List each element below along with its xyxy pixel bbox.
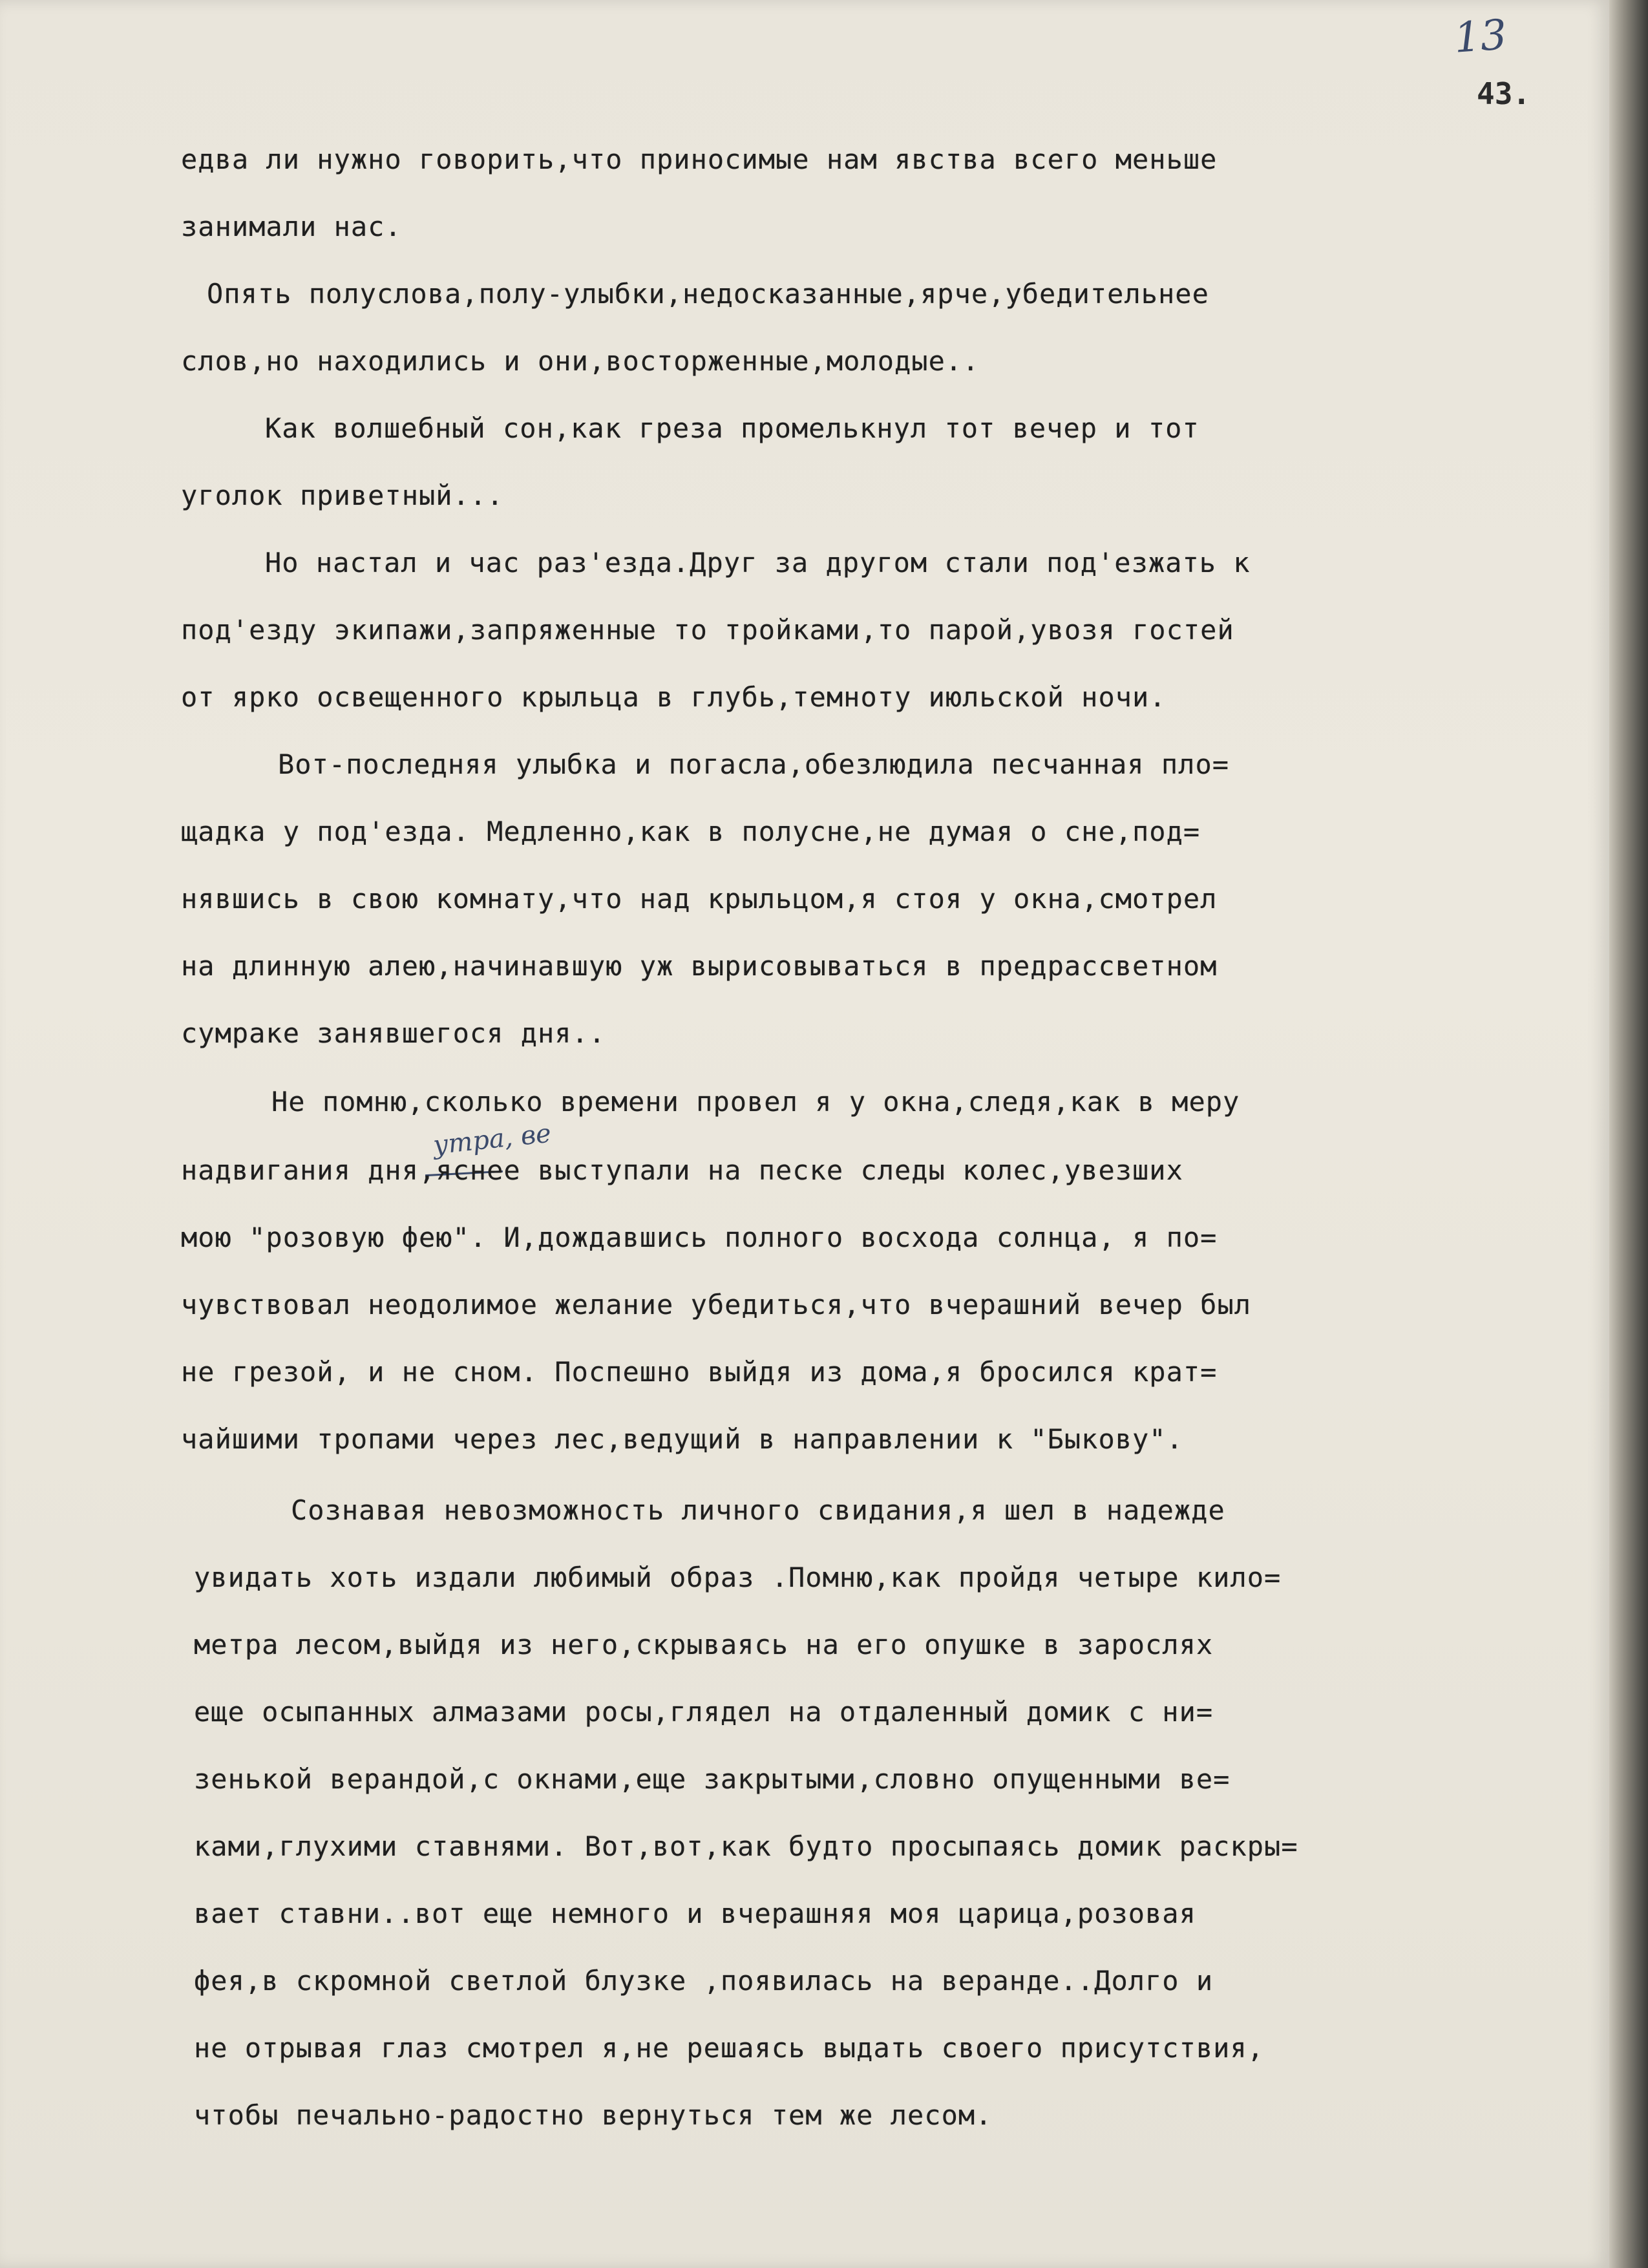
text-line: чувствовал неодолимое желание убедиться,что вчерашний вечер был [181, 1289, 1252, 1320]
page-edge-shadow [1609, 0, 1648, 2268]
text-line: еще осыпанных алмазами росы,глядел на отдаленный домик с ни= [194, 1696, 1214, 1728]
text-line: нявшись в свою комнату,что над крыльцом,я стоя у окна,смотрел [181, 883, 1218, 915]
text-line: ками,глухими ставнями. Вот,вот,как будто просыпаясь домик раскры= [194, 1830, 1298, 1862]
text-line: Не помню,сколько времени провел я у окна,следя,как в меру [271, 1086, 1240, 1118]
text-line: Но настал и час раз'езда.Друг за другом стали под'езжать к [265, 547, 1251, 578]
text-line: Опять полуслова,полу-улыбки,недосказанные,ярче,убедительнее [207, 278, 1209, 310]
text-line: уголок приветный... [181, 480, 504, 511]
text-line: Вот-последняя улыбка и погасла,обезлюдила песчанная пло= [278, 748, 1230, 780]
text-line: Как волшебный сон,как греза промелькнул тот вечер и тот [265, 412, 1199, 444]
archive-number: 13 [1452, 11, 1508, 63]
text-line: на длинную алею,начинавшую уж вырисовываться в предрассветном [181, 950, 1218, 982]
text-line: фея,в скромной светлой блузке ,появилась на веранде..Долго и [194, 1965, 1214, 1997]
text-line: едва ли нужно говорить,что приносимые нам явства всего меньше [181, 143, 1218, 175]
text-line: чайшими тропами через лес,ведущий в направлении к "Быкову". [181, 1423, 1183, 1455]
text-line: Сознавая невозможность личного свидания,я шел в надежде [291, 1494, 1225, 1526]
text-line: увидать хоть издали любимый образ .Помню,как пройдя четыре кило= [194, 1562, 1282, 1593]
text-line: щадка у под'езда. Медленно,как в полусне,не думая о сне,под= [181, 816, 1201, 847]
page-number: 43. [1477, 76, 1531, 111]
text-line: занимали нас. [181, 211, 402, 242]
text-line: не грезой, и не сном. Поспешно выйдя из дома,я бросился крат= [181, 1356, 1218, 1388]
text-line: от ярко освещенного крыльца в глубь,темноту июльской ночи. [181, 681, 1167, 713]
text-line: зенькой верандой,с окнами,еще закрытыми,словно опущенными ве= [194, 1763, 1231, 1795]
text-line: сумраке занявшегося дня.. [181, 1017, 606, 1049]
text-line: слов,но находились и они,восторженные,молодые.. [181, 345, 980, 377]
text-line: чтобы печально-радостно вернуться тем же лесом. [194, 2099, 993, 2131]
text-line: мою "розовую фею". И,дождавшись полного восхода солнца, я по= [181, 1222, 1218, 1253]
handwritten-insertion: утра, ве [432, 1118, 553, 1161]
text-line: надвигания дня,яснее выступали на песке следы колес,увезших [181, 1154, 1183, 1186]
text-line: метра лесом,выйдя из него,скрываясь на его опушке в зарослях [194, 1629, 1214, 1660]
text-line: вает ставни..вот еще немного и вчерашняя моя царица,розовая [194, 1898, 1196, 1929]
text-line: не отрывая глаз смотрел я,не решаясь выдать своего присутствия, [194, 2032, 1265, 2064]
text-line: под'езду экипажи,запряженные то тройками,то парой,увозя гостей [181, 614, 1234, 646]
